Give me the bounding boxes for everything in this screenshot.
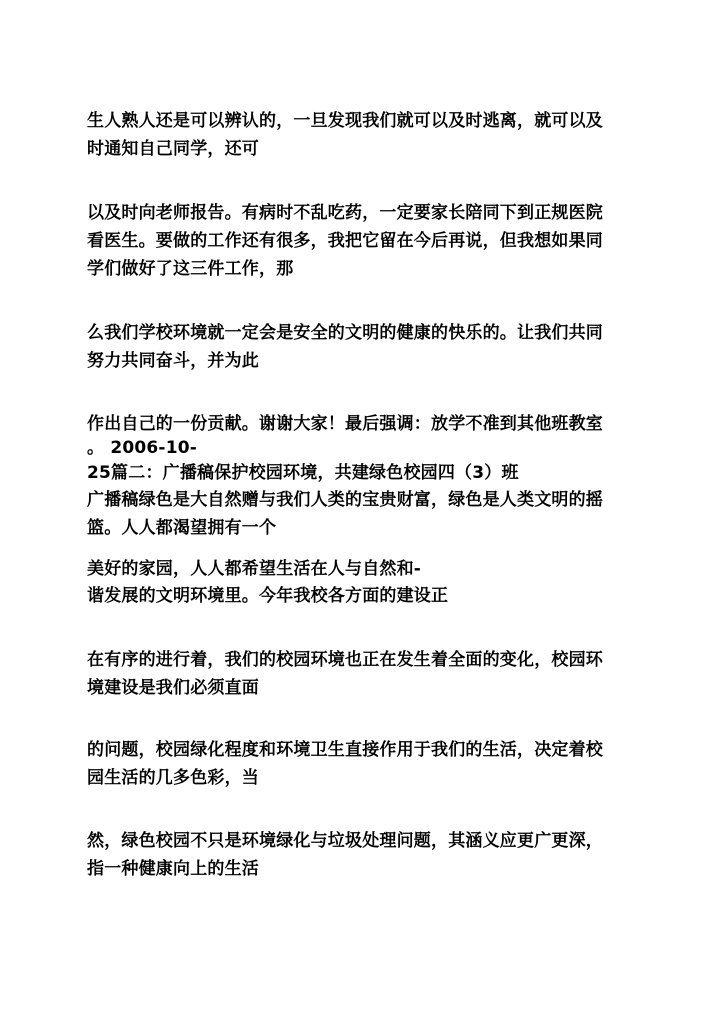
text-line: 谐发展的文明环境里。今年我校各方面的建设正: [87, 586, 449, 606]
text-line: 在有序的进行着，我们的校园环境也正在发生着全面的变化，校园环: [87, 650, 603, 670]
text-line: 的问题，校园绿化程度和环境卫生直接作用于我们的生活，决定着校: [87, 740, 603, 760]
text-line: 么我们学校环境就一定会是安全的文明的健康的快乐的。让我们共同: [87, 323, 603, 343]
text-line: 然，绿色校园不只是环境绿化与垃圾处理问题，其涵义应更广更深，: [87, 831, 603, 851]
text-line: 园生活的几多色彩，当: [87, 768, 259, 788]
text-line: 学们做好了这三件工作，那: [87, 259, 294, 279]
text-line: 指一种健康向上的生活: [87, 859, 259, 879]
text-line: 广播稿绿色是大自然赠与我们人类的宝贵财富，绿色是人类文明的摇: [87, 490, 603, 510]
text-line: 看医生。要做的工作还有很多，我把它留在今后再说，但我想如果同: [87, 231, 603, 251]
text-line: 以及时向老师报告。有病时不乱吃药，一定要家长陪同下到正规医院: [87, 203, 603, 223]
text-line: 。 2006-10-: [87, 438, 198, 458]
text-line: 生人熟人还是可以辨认的，一旦发现我们就可以及时逃离，就可以及: [87, 111, 603, 131]
text-line: 美好的家园，人人都希望生活在人与自然和-: [87, 559, 422, 579]
text-line: 25篇二：广播稿保护校园环境，共建绿色校园四（3）班: [87, 463, 519, 483]
text-line: 篮。人人都渴望拥有一个: [87, 518, 277, 538]
text-line: 境建设是我们必须直面: [87, 678, 259, 698]
text-line: 时通知自己同学，还可: [87, 139, 259, 159]
text-line: 作出自己的一份贡献。谢谢大家！最后强调：放学不准到其他班教室: [87, 414, 603, 434]
text-line: 努力共同奋斗，并为此: [87, 351, 259, 371]
